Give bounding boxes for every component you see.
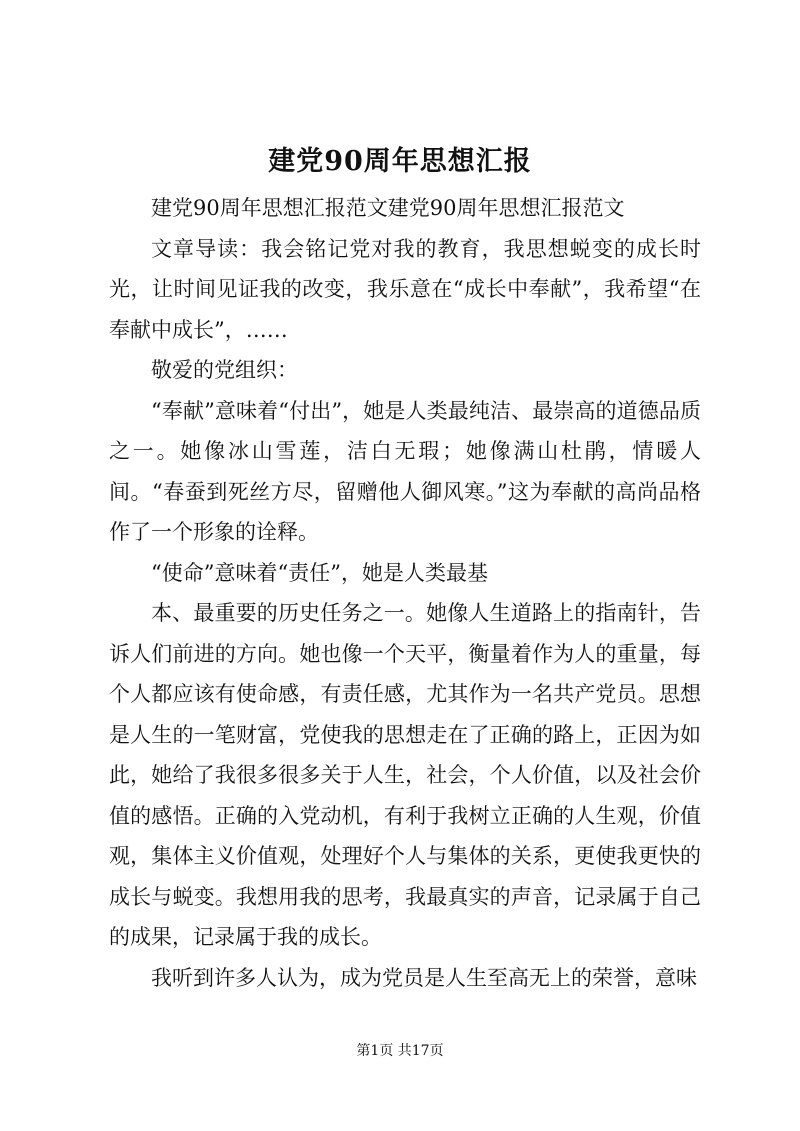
paragraph-mission-continued: 本、最重要的历史任务之一。她像人生道路上的指南针，告诉人们前进的方向。她也像一个天平，衡量着作为人的重量，每个人都应该有使命感，有责任感，尤其作为一名共产党员。思想是人生的一笔财富，党使我的思想走在了正确的路上，正因为如此，她给了我很多很多关于人生，社会，个人价值，以及社会价值的感悟。正确的入党动机，有利于我树立正确的人生观，价值观，集体主义价值观，处理好个人与集体的关系，更使我更快的成长与蜕变。我想用我的思考，我最真实的声音，记录属于自己的成果，记录属于我的成长。 bbox=[109, 601, 701, 949]
paragraph-intro: 文章导读：我会铭记党对我的教育，我思想蜕变的成长时光，让时间见证我的改变，我乐意在“成长中奉献”，我希望“在奉献中成长”，…… bbox=[109, 236, 701, 342]
paragraph-subtitle: 建党90周年思想汇报范文建党90周年思想汇报范文 bbox=[151, 196, 625, 220]
document-title: 建党90周年思想汇报 bbox=[268, 146, 532, 177]
paragraph-salutation: 敬爱的党组织： bbox=[151, 358, 298, 382]
paragraph-mission: “使命”意味着“责任”，她是人类最基 bbox=[151, 560, 488, 585]
page-footer: 第1页 共17页 bbox=[356, 1043, 444, 1059]
paragraph-honor: 我听到许多人认为，成为党员是人生至高无上的荣誉，意味 bbox=[151, 965, 697, 990]
paragraph-dedication: “奉献”意味着“付出”，她是人类最纯洁、最崇高的道德品质之一。她像冰山雪莲，洁白无瑕；她像满山杜鹃，情暖人间。“春蚕到死丝方尽，留赠他人御风寒。”这为奉献的高尚品格作了一个形象的诠释。 bbox=[109, 398, 701, 544]
document-body bbox=[109, 188, 701, 998]
